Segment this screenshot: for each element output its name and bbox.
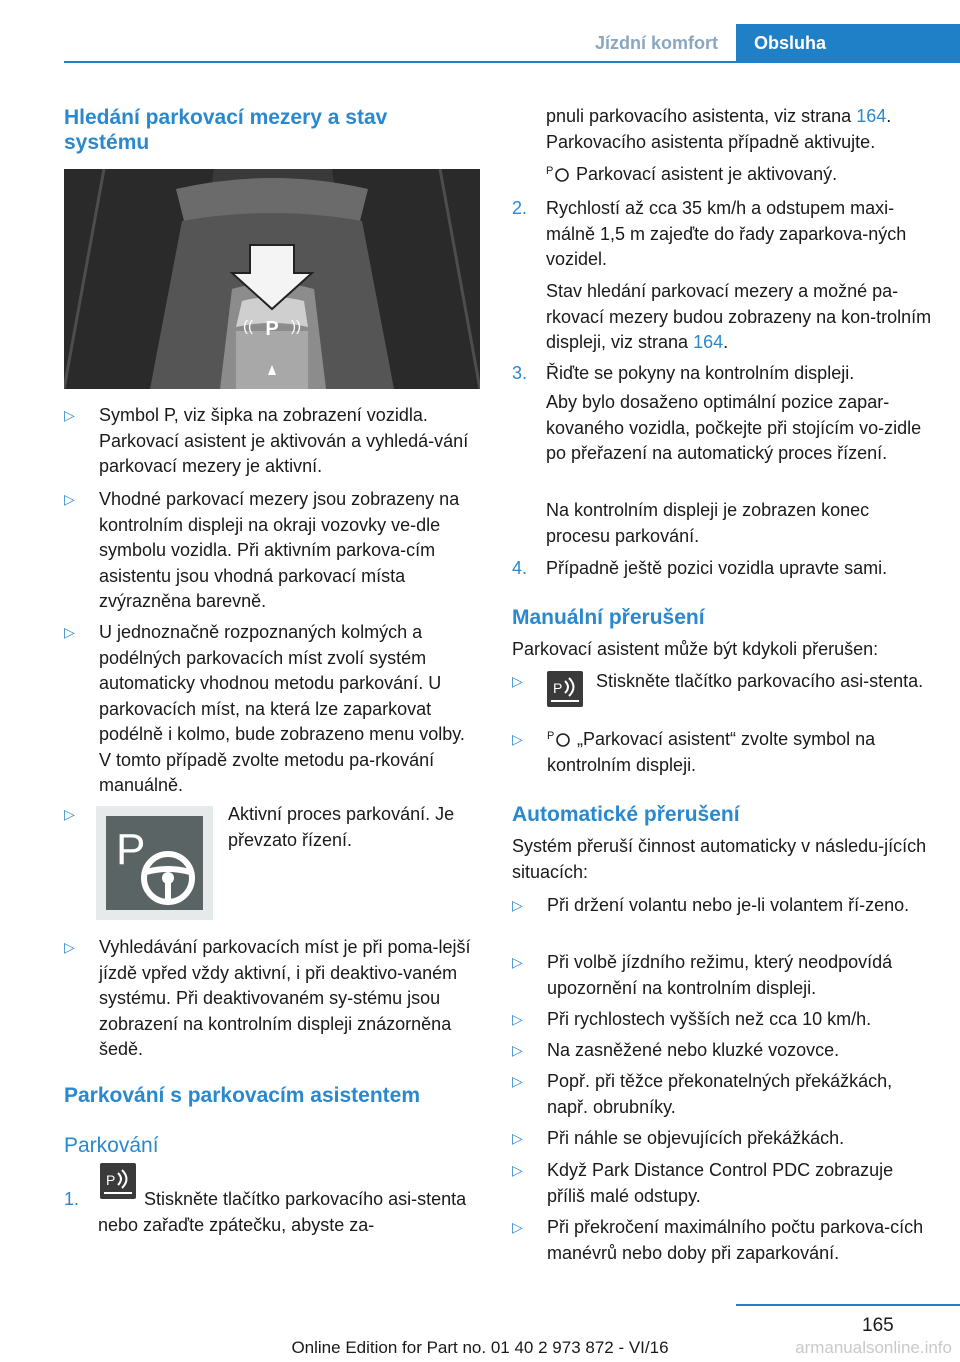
list-item: ▷ Když Park Distance Control PDC zobrazuje příliš malé odstupy. (512, 1160, 894, 1206)
triangle-bullet-icon: ▷ (64, 407, 75, 423)
step-1-continuation: pnuli parkovacího asistenta, viz strana 164. Parkovacího asistenta případně aktivujte. (546, 106, 892, 152)
triangle-bullet-icon: ▷ (512, 1162, 523, 1178)
triangle-bullet-icon: ▷ (512, 954, 523, 970)
triangle-bullet-icon: ▷ (512, 1042, 523, 1058)
step-3: 3. Řiďte se pokyny na kontrolním displeji. (512, 363, 855, 383)
header-rule (64, 61, 960, 63)
car-display-illustration (64, 169, 480, 389)
parking-assistant-active-icon (546, 162, 572, 184)
list-item: ▷ Při náhle se objevujících překážkách. (512, 1126, 932, 1152)
page-link[interactable]: 164 (856, 106, 887, 126)
manual-intro: Parkovací asistent může být kdykoli přerušen: (512, 639, 879, 659)
triangle-bullet-icon: ▷ (512, 1219, 523, 1235)
section-heading-parking-with-assistant: Parkování s parkovacím asistentem (64, 1084, 421, 1107)
page-link[interactable]: 164 (693, 332, 724, 352)
svg-text:P: P (547, 730, 555, 742)
triangle-bullet-icon: ▷ (64, 939, 75, 955)
triangle-bullet-icon: ▷ (64, 491, 75, 507)
active-parking-steering-icon (96, 806, 213, 920)
list-item: ▷ Na zasněžené nebo kluzké vozovce. (512, 1038, 932, 1064)
list-item: ▷ U jednoznačně rozpoznaných kolmých a podélných parkovacích míst zvolí systém automaticky vhodnou metodu parkování. U parkovacích míst, na která lze zaparkovat podélně i kolmo, bude zobrazeno menu volby. V tomto případě zvolte metodu pa-rkování manuálně. (64, 622, 465, 795)
svg-text:P: P (553, 680, 563, 696)
svg-text:P: P (265, 318, 279, 340)
triangle-bullet-icon: ▷ (512, 1011, 523, 1027)
svg-text:)): )) (291, 318, 301, 335)
footer-edition: Online Edition for Part no. 01 40 2 973 872 - VI/16 (291, 1338, 669, 1357)
footer-rule (736, 1304, 960, 1306)
list-item: ▷ Při volbě jízdního režimu, který neodpovídá upozornění na kontrolním displeji. (512, 952, 893, 998)
auto-intro: Systém přeruší činnost automaticky v následu-jících situacích: (512, 836, 927, 882)
svg-text:P: P (546, 165, 554, 177)
list-item: ▷ Aktivní proces parkování. Je převzato řízení. (64, 804, 455, 850)
triangle-bullet-icon: ▷ (512, 673, 523, 689)
step-4: 4. Případně ještě pozici vozidla upravte sami. (512, 558, 888, 578)
tab-obsluha[interactable]: Obsluha (736, 24, 960, 63)
step-3-detail-1: Aby bylo dosaženo optimální pozice zapar-kovaného vozidla, počkejte při stojícím vo-zidle po přeřazení na automatický proces řízení. (546, 392, 922, 463)
list-item: ▷ P „Parkovací asistent“ zvolte symbol na kontrolním displeji. (512, 729, 876, 775)
subheading-parking: Parkování (64, 1134, 159, 1157)
list-item: ▷ Vhodné parkovací mezery jsou zobrazeny na kontrolním displeji na okraji vozovky ve-dle symbolu vozidla. Při aktivním parkova-cím asistentu jsou vhodná parkovací místa zvýrazněna barevně. (64, 489, 460, 611)
triangle-bullet-icon: ▷ (512, 731, 523, 747)
svg-text:((: (( (243, 318, 253, 335)
triangle-bullet-icon: ▷ (64, 806, 75, 822)
list-item: ▷ Popř. při těžce překonatelných překážkách, např. obrubníky. (512, 1071, 893, 1117)
section-heading-auto-interrupt: Automatické přerušení (512, 803, 740, 826)
list-item: ▷ P Stiskněte tlačítko parkovacího asi-stenta. (512, 669, 932, 721)
parking-display-figure (64, 169, 480, 389)
parking-assistant-active-icon (547, 727, 573, 749)
triangle-bullet-icon: ▷ (512, 1130, 523, 1146)
step-2-detail: Stav hledání parkovací mezery a možné pa-rkovací mezery budou zobrazeny na kon-trolním displeji, viz strana 164. (546, 281, 932, 352)
svg-text:P: P (106, 1172, 116, 1188)
list-item: ▷ Symbol P, viz šipka na zobrazení vozidla. Parkovací asistent je aktivován a vyhledá-vání parkovací mezery je aktivní. (64, 405, 469, 476)
triangle-bullet-icon: ▷ (64, 624, 75, 640)
triangle-bullet-icon: ▷ (512, 897, 523, 913)
list-item: ▷ Při rychlostech vyšších než cca 10 km/h. (512, 1007, 932, 1033)
section-heading-search: Hledání parkovací mezery a stav systému (64, 106, 388, 154)
list-item: ▷ Vyhledávání parkovacích míst je při poma-lejší jízdě vpřed vždy aktivní, i při deaktivo-vaném systému. Při deaktivovaném sy-stému jsou zobrazení na kontrolním displeji znázorněna šedě. (64, 937, 471, 1059)
section-heading-manual-interrupt: Manuální přerušení (512, 606, 705, 629)
svg-text:P: P (116, 825, 146, 874)
parking-assistant-button-icon (100, 1163, 136, 1199)
parking-assistant-button-icon (547, 671, 583, 707)
list-item: ▷ Při držení volantu nebo je-li volantem ří-zeno. (512, 893, 932, 945)
page-number: 165 (862, 1315, 894, 1336)
tab-jizdni-komfort[interactable]: Jízdní komfort (594, 33, 718, 53)
step-2: 2. Rychlostí až cca 35 km/h a odstupem maxi-málně 1,5 m zajeďte do řady zaparkova-ných vozidel. (512, 198, 907, 269)
step-3-detail-2: Na kontrolním displeji je zobrazen konec procesu parkování. (546, 500, 870, 546)
step-1: 1. Stiskněte tlačítko parkovacího asi-stenta nebo zařaďte zpátečku, abyste za- P (64, 1163, 480, 1223)
watermark: armanualsonline.info (795, 1338, 952, 1357)
triangle-bullet-icon: ▷ (512, 1073, 523, 1089)
active-indicator-line: P Parkovací asistent je aktivovaný. (546, 164, 838, 184)
list-item: ▷ Při překročení maximálního počtu parkova-cích manévrů nebo doby při zaparkování. (512, 1217, 924, 1263)
